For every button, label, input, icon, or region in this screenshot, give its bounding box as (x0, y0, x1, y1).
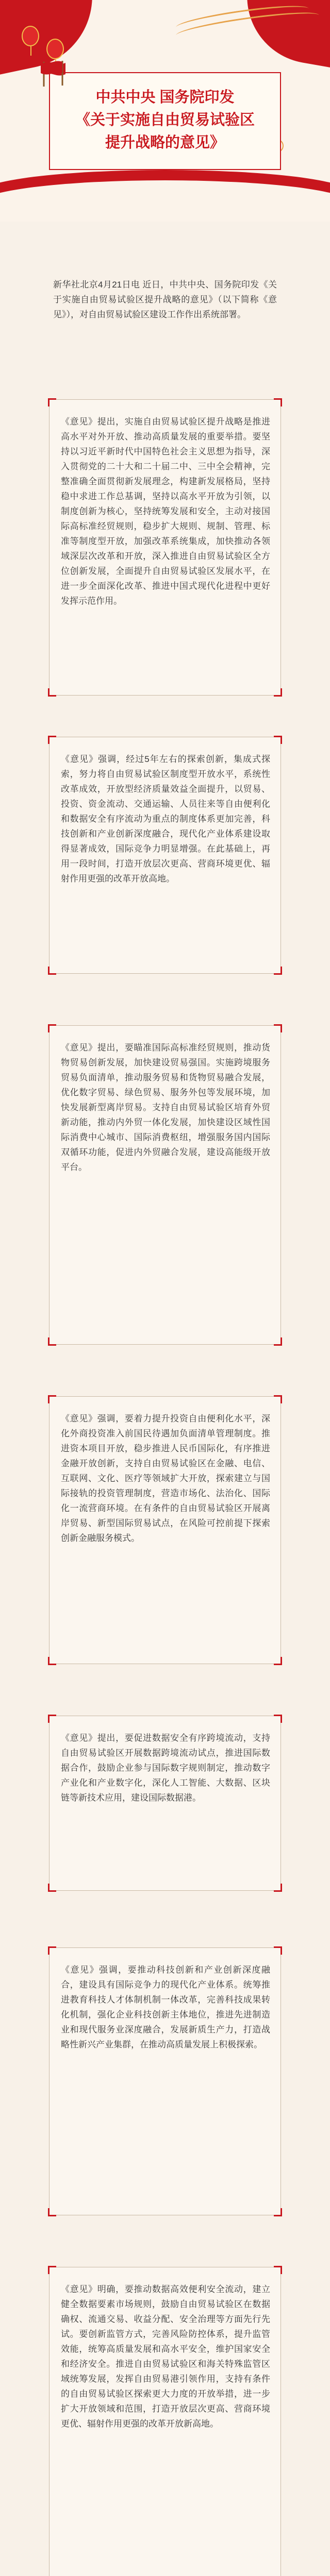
page-title (50, 86, 280, 154)
corner-mark (48, 1657, 56, 1665)
corner-mark (48, 1337, 56, 1346)
section-box (49, 1025, 281, 1345)
corner-mark (48, 1395, 56, 1403)
corner-mark (274, 967, 282, 975)
corner-mark (274, 1715, 282, 1723)
corner-mark (48, 1715, 56, 1723)
corner-mark (274, 398, 282, 406)
corner-mark (274, 1395, 282, 1403)
corner-mark (48, 736, 56, 744)
section-text: 《意见》提出，要瞄准国际高标准经贸规则，推动货物贸易创新发展，加快建设贸易强国。实施跨境服务贸易负面清单，推动服务贸易和货物贸易融合发展，优化数字贸易、绿色贸易、服务外包等发展环境，加快发展新型离岸贸易。支持自由贸易试验区培育外贸新动能，推动内外贸一体化发展，加快建设区域性国际消费中心城市、国际消费枢纽，增强服务国内国际双循环功能，促进内外贸融合发展，建设高能级开放平台。 (61, 1043, 270, 1172)
corner-mark (48, 2208, 56, 2216)
section-box (49, 399, 281, 696)
section-text: 《意见》提出，要促进数据安全有序跨境流动，支持自由贸易试验区开展数据跨境流动试点，推进国际数据合作，鼓励企业参与国际数字规则制定，推动数字产业化和产业数字化，深化人工智能、大数据、区块链等新技术应用，建设国际数据港。 (61, 1733, 270, 1803)
section-box (49, 1716, 281, 1891)
intro-paragraph: 新华社北京4月21日电 近日，中共中央、国务院印发《关于实施自由贸易试验区提升战略的意见》（以下简称《意见》），对自由贸易试验区建设工作作出系统部署。 (53, 280, 277, 319)
lantern-icon (22, 26, 39, 46)
section-text: 《意见》提出，实施自由贸易试验区提升战略是推进高水平对外开放、推动高质量发展的重要举措。要坚持以习近平新时代中国特色社会主义思想为指导，深入贯彻党的二十大和二十届二中、三中全会精神，完整准确全面贯彻新发展理念，构建新发展格局，坚持稳中求进工作总基调，坚持以高水平开放为引领，以制度创新为核心，坚持统筹发展和安全，主动对接国际高标准经贸规则，稳步扩大规则、规制、管理、标准等制度型开放，加强改革系统集成，加快推动各领域深层次改革和开放，深入推进自由贸易试验区全方位创新发展，全面提升自由贸易试验区发展水平，在进一步全面深化改革、推进中国式现代化进程中更好发挥示范作用。 (61, 417, 270, 606)
section-text: 《意见》强调，要着力提升投资自由便利化水平，深化外商投资准入前国民待遇加负面清单管理制度。推进资本项目开放，稳步推进人民币国际化，有序推进金融开放创新，支持自由贸易试验区在金融、电信、互联网、文化、医疗等领域扩大开放，探索建立与国际接轨的投资管理制度，营造市场化、法治化、国际化一流营商环境。在有条件的自由贸易试验区开展离岸贸易、新型国际贸易试点，在风险可控前提下探索创新金融服务模式。 (61, 1414, 270, 1543)
corner-mark (48, 2266, 56, 2274)
section-box (49, 1396, 281, 1664)
title-card (49, 72, 281, 170)
corner-mark (48, 1024, 56, 1032)
corner-mark (48, 1884, 56, 1892)
title-line-1: 中共中央 国务院印发 (95, 89, 235, 106)
banner-ribbon-cut (0, 180, 330, 222)
corner-mark (274, 1337, 282, 1346)
lantern-icon (46, 39, 64, 59)
section-box (49, 737, 281, 974)
header-banner (0, 0, 330, 222)
corner-mark (48, 1946, 56, 1955)
corner-mark (274, 736, 282, 744)
corner-mark (274, 688, 282, 697)
title-line-3: 提升战略的意见》 (105, 134, 225, 151)
section-text: 《意见》强调，要推动科技创新和产业创新深度融合，建设具有国际竞争力的现代化产业体系。统筹推进教育科技人才体制机制一体改革，完善科技成果转化机制，强化企业科技创新主体地位，推进先进制造业和现代服务业深度融合，发展新质生产力，打造战略性新兴产业集群，在推动高质量发展上积极探索。 (61, 1965, 270, 2049)
title-line-2: 《关于实施自由贸易试验区 (75, 112, 255, 128)
corner-mark (274, 1946, 282, 1955)
corner-mark (274, 2208, 282, 2216)
corner-mark (48, 967, 56, 975)
flag-icon (39, 58, 68, 87)
corner-mark (274, 2266, 282, 2274)
section-box (49, 1947, 281, 2215)
corner-mark (274, 1657, 282, 1665)
corner-mark (48, 688, 56, 697)
section-box (49, 2267, 281, 2576)
corner-mark (274, 1884, 282, 1892)
section-text: 《意见》明确，要推动数据高效便利安全流动，建立健全数据要素市场规则，鼓励自由贸易试验区在数据确权、流通交易、收益分配、安全治理等方面先行先试。要创新监管方式，完善风险防控体系，提升监管效能，统筹高质量发展和高水平安全，维护国家安全和经济安全。推进自由贸易试验区和海关特殊监管区域统筹发展，发挥自由贸易港引领作用，支持有条件的自由贸易试验区探索更大力度的开放举措，进一步扩大开放领域和范围，打造开放层次更高、营商环境更优、辐射作用更强的改革开放新高地。 (61, 2284, 270, 2429)
corner-mark (48, 398, 56, 406)
corner-mark (274, 1024, 282, 1032)
section-text: 《意见》强调，经过5年左右的探索创新，集成式探索，努力将自由贸易试验区制度型开放水平，系统性改革成效，开放型经济质量效益全面提升，以贸易、投资、资金流动、交通运输、人员往来等自由便利化和数据安全有序流动为重点的制度体系更加完善，科技创新和产业创新深度融合，现代化产业体系建设取得显著成效，国际竞争力明显增强。在此基础上，再用一段时间，打造开放层次更高、营商环境更优、辐射作用更强的改革开放高地。 (61, 754, 270, 884)
